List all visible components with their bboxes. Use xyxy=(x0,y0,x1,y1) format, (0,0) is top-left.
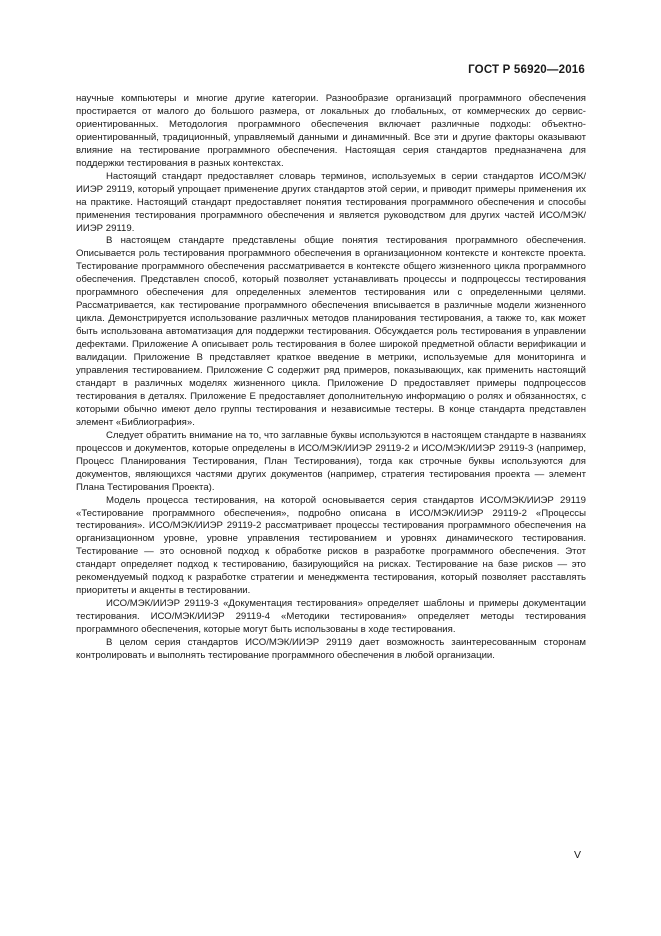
paragraph-continuation: научные компьютеры и многие другие категории. Разнообразие организаций программного обеспечения простирается от малого до большого размера, от локальных до глобальных, от коммерческих до сервис-ориентированных. Методология программного обеспечения включает различные подходы: объектно-ориентированный, традиционный, управляемый данными и динамичный. Все эти и другие факторы оказывают влияние на тестирование программного обеспечения. Настоящая серия стандартов предназначена для поддержки тестирования в разных контекстах. xyxy=(76,93,586,169)
paragraph-vocabulary: Настоящий стандарт предоставляет словарь терминов, используемых в серии стандартов ИСО/МЭК/ИИЭР 29119, который упрощает применение других стандартов этой серии, и приводит примеры применения их на практике. Настоящий стандарт предоставляет понятия тестирования программного обеспечения и способы применения тестирования программного обеспечения и является руководством для других частей ИСО/МЭК/ИИЭР 29119. xyxy=(76,170,586,234)
paragraph-process-model: Модель процесса тестирования, на которой основывается серия стандартов ИСО/МЭК/ИИЭР 29119 «Тестирование программного обеспечения», подробно описана в ИСО/МЭК/ИИЭР 29119-2 «Процессы тестирования». ИСО/МЭК/ИИЭР 29119-2 рассматривает процессы тестирования программного обеспечения на организационном уровне, уровне управления тестированием и уровнях динамического тестирования. Тестирование — это основной подход к обработке рисков в разработке программного обеспечения. Этот стандарт определяет подход к тестированию, базирующийся на рисках. Тестирование на базе рисков — это рекомендуемый подход к разработке стратегии и менеджмента тестирования, который позволяет расставлять приоритеты и акценты в тестировании. xyxy=(76,494,586,597)
paragraph-general-concepts: В настоящем стандарте представлены общие понятия тестирования программного обеспечения. Описывается роль тестирования программного обеспечения в организационном контексте и контексте проекта. Тестирование программного обеспечения рассматривается в контексте общего жизненного цикла программного обеспечения. Представлен способ, который позволяет устанавливать процессы и подпроцессы тестирования программного обеспечения для определенных элементов тестирования или с определенными целями. Рассматривается, как тестирование программного обеспечения вписывается в различные модели жизненного цикла. Демонстрируется использование различных методов планирования тестирования, а также то, как может быть использована автоматизация для поддержки тестирования. Обсуждается роль тестирования в управлении дефектами. Приложение А описывает роль тестирования в более широкой предметной области верификации и валидации. Приложение В представляет краткое введение в метрики, используемые для мониторинга и управления тестированием. Приложение С содержит ряд примеров, показывающих, как применить настоящий стандарт в различных моделях жизненного цикла. Приложение D предоставляет примеры подпроцессов тестирования в деталях. Приложение Е предоставляет дополнительную информацию о ролях и обязанностях, с которыми обычно имеют дело группы тестирования и независимые тестеры. В конце стандарта представлен элемент «Библиография». xyxy=(76,235,586,428)
paragraph-summary: В целом серия стандартов ИСО/МЭК/ИИЭР 29119 дает возможность заинтересованным сторонам контролировать и выполнять тестирование программного обеспечения в любой организации. xyxy=(76,637,586,661)
standard-code-header: ГОСТ Р 56920—2016 xyxy=(468,64,585,76)
page-number: V xyxy=(573,849,581,861)
document-body xyxy=(76,93,586,663)
paragraph-documentation: ИСО/МЭК/ИИЭР 29119-3 «Документация тестирования» определяет шаблоны и примеры документации тестирования. ИСО/МЭК/ИИЭР 29119-4 «Методики тестирования» определяет методы тестирования программного обеспечения, которые могут быть использованы в ходе тестирования. xyxy=(76,598,586,636)
paragraph-capital-letters: Следует обратить внимание на то, что заглавные буквы используются в настоящем стандарте в названиях процессов и документов, которые определены в ИСО/МЭК/ИИЭР 29119-2 и ИСО/МЭК/ИИЭР 29119-3 (например, Процесс Планирования Тестирования, План Тестирования), тогда как строчные буквы используются для документов, являющихся частями других документов (например, стратегия тестирования проекта — элемент Плана Тестирования Проекта). xyxy=(76,429,586,493)
